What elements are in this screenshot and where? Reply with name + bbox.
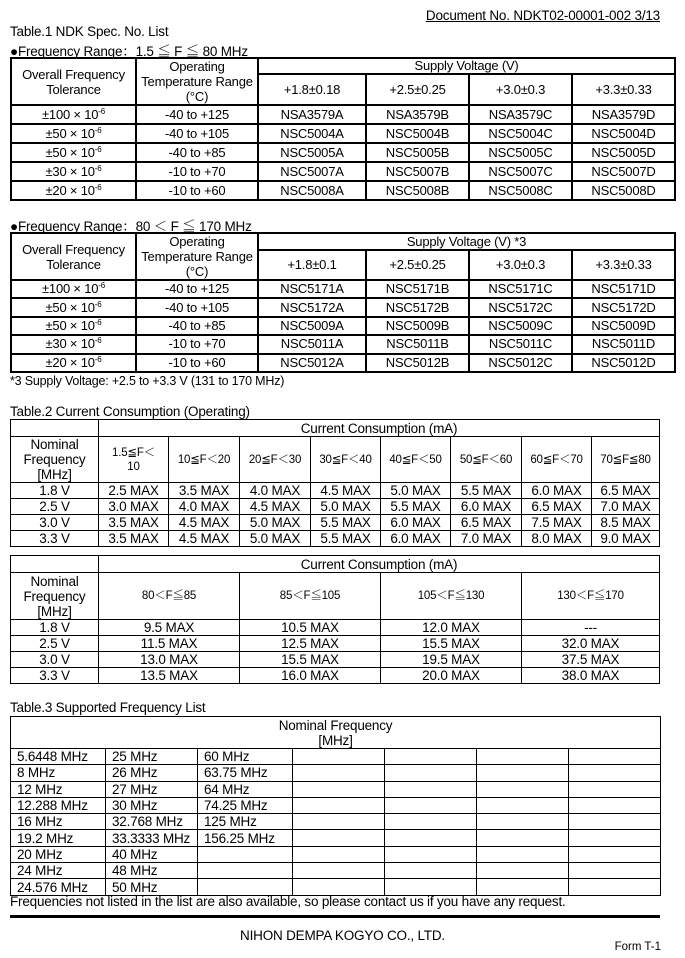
frequency-range-header: 20≦F＜30 xyxy=(240,437,311,483)
current-cell: 19.5 MAX xyxy=(381,652,522,668)
frequency-cell xyxy=(385,846,477,862)
table1-range-label-1: ●Frequency Range：1.5 ≦ F ≦ 80 MHz xyxy=(10,44,248,59)
col-supply: Supply Voltage (V) xyxy=(258,58,675,74)
frequency-cell xyxy=(477,814,569,830)
frequency-cell: 74.25 MHz xyxy=(198,797,293,813)
current-cell: 5.0 MAX xyxy=(311,499,381,515)
frequency-range-header: 50≦F＜60 xyxy=(451,437,522,483)
frequency-cell: 40 MHz xyxy=(106,846,198,862)
current-cell: 38.0 MAX xyxy=(522,668,660,684)
spec-code-cell: NSC5004B xyxy=(366,124,469,143)
current-cell: 9.0 MAX xyxy=(592,531,660,547)
current-cell: 6.0 MAX xyxy=(451,499,522,515)
table-row xyxy=(11,863,661,879)
frequency-cell: 26 MHz xyxy=(106,765,198,781)
spec-code-cell: NSA3579D xyxy=(572,105,675,124)
tolerance-cell: $\pm 50 \times 10^{-6}$ xyxy=(11,143,136,162)
spec-code-cell: NSC5171D xyxy=(572,280,675,298)
current-cell: 20.0 MAX xyxy=(381,668,522,684)
group-header: Current Consumption (mA) xyxy=(99,556,660,573)
spec-code-cell: NSC5007A xyxy=(258,162,366,181)
tolerance-cell: $\pm 100 \times 10^{-6}$ xyxy=(11,105,136,124)
table-row xyxy=(11,483,660,499)
current-cell: 15.5 MAX xyxy=(240,652,381,668)
voltage: +2.5±0.25 xyxy=(366,74,469,105)
table-row xyxy=(11,620,660,636)
col-tolerance: Overall Frequency Tolerance xyxy=(11,233,136,280)
current-cell: 6.0 MAX xyxy=(381,515,451,531)
spec-code-cell: NSC5004A xyxy=(258,124,366,143)
frequency-cell: 156.25 MHz xyxy=(198,830,293,846)
frequency-cell xyxy=(569,879,661,895)
frequency-cell xyxy=(198,879,293,895)
frequency-cell xyxy=(385,879,477,895)
spec-code-cell: NSC5005D xyxy=(572,143,675,162)
frequency-cell xyxy=(477,749,569,765)
spec-code-cell: NSC5005B xyxy=(366,143,469,162)
empty-corner xyxy=(11,420,99,437)
frequency-cell xyxy=(477,846,569,862)
spec-code-cell: NSC5005A xyxy=(258,143,366,162)
frequency-range-header: 10≦F＜20 xyxy=(169,437,240,483)
supply-footnote: *3 Supply Voltage: +2.5 to +3.3 V (131 to 170 MHz) xyxy=(10,374,285,388)
table-row xyxy=(11,124,675,143)
voltage: +1.8±0.1 xyxy=(258,250,366,280)
voltage-cell: 3.3 V xyxy=(11,531,99,547)
table-row xyxy=(11,797,661,813)
frequency-cell xyxy=(385,765,477,781)
frequency-cell: 32.768 MHz xyxy=(106,814,198,830)
frequency-cell xyxy=(293,814,385,830)
current-cell: 3.0 MAX xyxy=(99,499,169,515)
current-cell: 3.5 MAX xyxy=(99,515,169,531)
spec-code-cell: NSC5011D xyxy=(572,335,675,353)
voltage-cell: 1.8 V xyxy=(11,620,99,636)
frequency-cell: 24.576 MHz xyxy=(11,879,106,895)
current-cell: 5.5 MAX xyxy=(311,531,381,547)
spec-code-cell: NSC5171A xyxy=(258,280,366,298)
current-cell: 37.5 MAX xyxy=(522,652,660,668)
temp-cell: -40 to +105 xyxy=(136,298,258,316)
frequency-range-header: 30≦F＜40 xyxy=(311,437,381,483)
spec-code-cell: NSC5172B xyxy=(366,298,469,316)
frequency-cell: 20 MHz xyxy=(11,846,106,862)
frequency-cell: 48 MHz xyxy=(106,863,198,879)
current-cell: 13.0 MAX xyxy=(99,652,240,668)
row-header: Nominal Frequency [MHz] xyxy=(11,573,99,620)
table-row xyxy=(11,781,661,797)
frequency-cell: 50 MHz xyxy=(106,879,198,895)
spec-code-cell: NSC5009A xyxy=(258,317,366,335)
table-row xyxy=(11,531,660,547)
spec-code-cell: NSC5172D xyxy=(572,298,675,316)
frequency-cell xyxy=(569,749,661,765)
frequency-cell xyxy=(385,797,477,813)
empty-corner xyxy=(11,556,99,573)
current-cell: 7.0 MAX xyxy=(451,531,522,547)
current-cell: 2.5 MAX xyxy=(99,483,169,499)
frequency-cell xyxy=(569,863,661,879)
frequency-cell: 19.2 MHz xyxy=(11,830,106,846)
frequency-cell: 12 MHz xyxy=(11,781,106,797)
table-row xyxy=(11,749,661,765)
frequency-cell: 60 MHz xyxy=(198,749,293,765)
current-cell: 13.5 MAX xyxy=(99,668,240,684)
temp-cell: -40 to +125 xyxy=(136,280,258,298)
frequency-cell xyxy=(477,863,569,879)
frequency-cell xyxy=(569,765,661,781)
spec-code-cell: NSC5008B xyxy=(366,181,469,200)
frequency-cell xyxy=(385,863,477,879)
frequency-cell xyxy=(198,863,293,879)
frequency-cell xyxy=(293,781,385,797)
table-row xyxy=(11,280,675,298)
frequency-table xyxy=(10,716,661,896)
spec-code-cell: NSC5005C xyxy=(469,143,572,162)
col-supply: Supply Voltage (V) *3 xyxy=(258,233,675,250)
frequency-cell: 30 MHz xyxy=(106,797,198,813)
spec-code-cell: NSC5004C xyxy=(469,124,572,143)
temp-cell: -10 to +60 xyxy=(136,181,258,200)
frequency-cell xyxy=(385,814,477,830)
current-cell: 6.5 MAX xyxy=(522,499,592,515)
current-cell: 16.0 MAX xyxy=(240,668,381,684)
current-cell: --- xyxy=(522,620,660,636)
table-row xyxy=(11,105,675,124)
current-cell: 5.0 MAX xyxy=(240,531,311,547)
frequency-cell xyxy=(477,781,569,797)
spec-code-cell: NSC5009D xyxy=(572,317,675,335)
table-row xyxy=(11,515,660,531)
current-cell: 4.5 MAX xyxy=(311,483,381,499)
spec-code-cell: NSC5171B xyxy=(366,280,469,298)
current-cell: 11.5 MAX xyxy=(99,636,240,652)
table-row xyxy=(11,879,661,895)
table-row xyxy=(11,830,661,846)
tolerance-cell: $\pm 50 \times 10^{-6}$ xyxy=(11,124,136,143)
frequency-cell: 25 MHz xyxy=(106,749,198,765)
table-row xyxy=(11,354,675,372)
table-row xyxy=(11,652,660,668)
frequency-cell xyxy=(293,846,385,862)
table-row xyxy=(11,846,661,862)
table-row xyxy=(11,636,660,652)
current-cell: 5.0 MAX xyxy=(381,483,451,499)
voltage: +3.3±0.33 xyxy=(572,74,675,105)
spec-code-cell: NSA3579A xyxy=(258,105,366,124)
frequency-cell xyxy=(477,797,569,813)
frequency-header: Nominal Frequency [MHz] xyxy=(11,717,661,749)
spec-code-cell: NSA3579C xyxy=(469,105,572,124)
frequency-range-header: 85＜F≦105 xyxy=(240,573,381,620)
table-row xyxy=(11,335,675,353)
voltage: +3.0±0.3 xyxy=(469,250,572,280)
voltage-cell: 3.3 V xyxy=(11,668,99,684)
frequency-range-header: 80＜F≦85 xyxy=(99,573,240,620)
col-temp: Operating Temperature Range (°C) xyxy=(136,233,258,280)
col-temp: Operating Temperature Range (°C) xyxy=(136,58,258,105)
current-cell: 10.5 MAX xyxy=(240,620,381,636)
current-cell: 4.5 MAX xyxy=(169,531,240,547)
spec-code-cell: NSC5004D xyxy=(572,124,675,143)
frequency-cell xyxy=(293,863,385,879)
frequency-cell xyxy=(477,765,569,781)
spec-code-cell: NSC5012B xyxy=(366,354,469,372)
tolerance-cell: $\pm 50 \times 10^{-6}$ xyxy=(11,317,136,335)
spec-code-cell: NSC5009C xyxy=(469,317,572,335)
current-cell: 8.5 MAX xyxy=(592,515,660,531)
spec-code-cell: NSC5009B xyxy=(366,317,469,335)
document-number: Document No. NDKT02-00001-002 3/13 xyxy=(425,8,660,23)
voltage: +3.3±0.33 xyxy=(572,250,675,280)
frequency-cell xyxy=(385,749,477,765)
frequency-cell xyxy=(198,846,293,862)
current-cell: 12.0 MAX xyxy=(381,620,522,636)
spec-code-cell: NSC5007B xyxy=(366,162,469,181)
spec-code-cell: NSC5008C xyxy=(469,181,572,200)
frequency-range-header: 70≦F≦80 xyxy=(592,437,660,483)
current-table-b xyxy=(10,555,660,684)
frequency-cell xyxy=(569,814,661,830)
company-name: NIHON DEMPA KOGYO CO., LTD. xyxy=(240,928,445,943)
frequency-cell xyxy=(569,846,661,862)
spec-code-cell: NSC5172C xyxy=(469,298,572,316)
frequency-cell: 8 MHz xyxy=(11,765,106,781)
spec-code-cell: NSA3579B xyxy=(366,105,469,124)
temp-cell: -40 to +85 xyxy=(136,143,258,162)
frequency-cell: 33.3333 MHz xyxy=(106,830,198,846)
current-table-a xyxy=(10,419,660,547)
frequency-cell xyxy=(385,781,477,797)
current-cell: 8.0 MAX xyxy=(522,531,592,547)
group-header: Current Consumption (mA) xyxy=(99,420,660,437)
frequency-cell xyxy=(477,879,569,895)
current-cell: 15.5 MAX xyxy=(381,636,522,652)
frequency-range-header: 60≦F＜70 xyxy=(522,437,592,483)
tolerance-cell: $\pm 30 \times 10^{-6}$ xyxy=(11,162,136,181)
table-row xyxy=(11,814,661,830)
spec-table-2 xyxy=(10,232,676,373)
current-cell: 5.5 MAX xyxy=(451,483,522,499)
temp-cell: -10 to +70 xyxy=(136,162,258,181)
current-cell: 5.5 MAX xyxy=(381,499,451,515)
table-row xyxy=(11,143,675,162)
voltage: +3.0±0.3 xyxy=(469,74,572,105)
spec-code-cell: NSC5012C xyxy=(469,354,572,372)
table-row xyxy=(11,181,675,200)
voltage-cell: 2.5 V xyxy=(11,499,99,515)
current-cell: 6.5 MAX xyxy=(592,483,660,499)
frequency-cell: 5.6448 MHz xyxy=(11,749,106,765)
current-cell: 5.5 MAX xyxy=(311,515,381,531)
tolerance-cell: $\pm 30 \times 10^{-6}$ xyxy=(11,335,136,353)
current-cell: 7.5 MAX xyxy=(522,515,592,531)
frequency-range-header: 130＜F≦170 xyxy=(522,573,660,620)
tolerance-cell: $\pm 100 \times 10^{-6}$ xyxy=(11,280,136,298)
frequency-cell: 63.75 MHz xyxy=(198,765,293,781)
table1-title: Table.1 NDK Spec. No. List xyxy=(10,24,169,39)
form-id: Form T-1 xyxy=(614,941,661,953)
current-cell: 4.0 MAX xyxy=(169,499,240,515)
current-cell: 4.5 MAX xyxy=(240,499,311,515)
frequency-cell: 24 MHz xyxy=(11,863,106,879)
spec-code-cell: NSC5011A xyxy=(258,335,366,353)
table-row xyxy=(11,317,675,335)
spec-code-cell: NSC5011B xyxy=(366,335,469,353)
temp-cell: -40 to +105 xyxy=(136,124,258,143)
frequency-range-header: 1.5≦F＜10 xyxy=(99,437,169,483)
temp-cell: -10 to +60 xyxy=(136,354,258,372)
voltage: +1.8±0.18 xyxy=(258,74,366,105)
tolerance-cell: $\pm 20 \times 10^{-6}$ xyxy=(11,354,136,372)
frequency-cell xyxy=(569,830,661,846)
spec-table-1 xyxy=(10,57,676,201)
spec-code-cell: NSC5008A xyxy=(258,181,366,200)
spec-code-cell: NSC5171C xyxy=(469,280,572,298)
frequency-cell xyxy=(385,830,477,846)
current-cell: 4.5 MAX xyxy=(169,515,240,531)
table-row xyxy=(11,668,660,684)
table-row xyxy=(11,162,675,181)
frequency-cell xyxy=(569,781,661,797)
table-row xyxy=(11,765,661,781)
tolerance-cell: $\pm 20 \times 10^{-6}$ xyxy=(11,181,136,200)
spec-code-cell: NSC5007D xyxy=(572,162,675,181)
current-cell: 9.5 MAX xyxy=(99,620,240,636)
frequency-note: Frequencies not listed in the list are also available, so please contact us if you have any request. xyxy=(10,894,566,909)
table2-title: Table.2 Current Consumption (Operating) xyxy=(10,404,250,419)
current-cell: 6.5 MAX xyxy=(451,515,522,531)
frequency-cell: 27 MHz xyxy=(106,781,198,797)
frequency-cell xyxy=(293,797,385,813)
spec-code-cell: NSC5012A xyxy=(258,354,366,372)
frequency-cell xyxy=(293,765,385,781)
voltage-cell: 1.8 V xyxy=(11,483,99,499)
footer-divider xyxy=(10,915,660,918)
temp-cell: -40 to +125 xyxy=(136,105,258,124)
frequency-cell xyxy=(477,830,569,846)
frequency-range-header: 105＜F≦130 xyxy=(381,573,522,620)
table-row xyxy=(11,298,675,316)
table1-range-label-2: ●Frequency Range：80 ＜ F ≦ 170 MHz xyxy=(10,219,252,234)
current-cell: 6.0 MAX xyxy=(381,531,451,547)
current-cell: 5.0 MAX xyxy=(240,515,311,531)
frequency-cell xyxy=(293,879,385,895)
table-row xyxy=(11,499,660,515)
temp-cell: -40 to +85 xyxy=(136,317,258,335)
voltage-cell: 3.0 V xyxy=(11,515,99,531)
col-tolerance: Overall Frequency Tolerance xyxy=(11,58,136,105)
current-cell: 12.5 MAX xyxy=(240,636,381,652)
current-cell: 6.0 MAX xyxy=(522,483,592,499)
frequency-cell: 64 MHz xyxy=(198,781,293,797)
table3-title: Table.3 Supported Frequency List xyxy=(10,700,206,715)
spec-code-cell: NSC5011C xyxy=(469,335,572,353)
frequency-cell xyxy=(293,830,385,846)
temp-cell: -10 to +70 xyxy=(136,335,258,353)
tolerance-cell: $\pm 50 \times 10^{-6}$ xyxy=(11,298,136,316)
current-cell: 3.5 MAX xyxy=(99,531,169,547)
current-cell: 7.0 MAX xyxy=(592,499,660,515)
frequency-cell: 16 MHz xyxy=(11,814,106,830)
frequency-cell xyxy=(569,797,661,813)
voltage-cell: 2.5 V xyxy=(11,636,99,652)
spec-code-cell: NSC5012D xyxy=(572,354,675,372)
frequency-cell: 125 MHz xyxy=(198,814,293,830)
voltage-cell: 3.0 V xyxy=(11,652,99,668)
frequency-cell: 12.288 MHz xyxy=(11,797,106,813)
current-cell: 3.5 MAX xyxy=(169,483,240,499)
frequency-cell xyxy=(293,749,385,765)
spec-code-cell: NSC5007C xyxy=(469,162,572,181)
current-cell: 4.0 MAX xyxy=(240,483,311,499)
current-cell: 32.0 MAX xyxy=(522,636,660,652)
voltage: +2.5±0.25 xyxy=(366,250,469,280)
spec-code-cell: NSC5008D xyxy=(572,181,675,200)
frequency-range-header: 40≦F＜50 xyxy=(381,437,451,483)
spec-code-cell: NSC5172A xyxy=(258,298,366,316)
row-header: Nominal Frequency [MHz] xyxy=(11,437,99,483)
